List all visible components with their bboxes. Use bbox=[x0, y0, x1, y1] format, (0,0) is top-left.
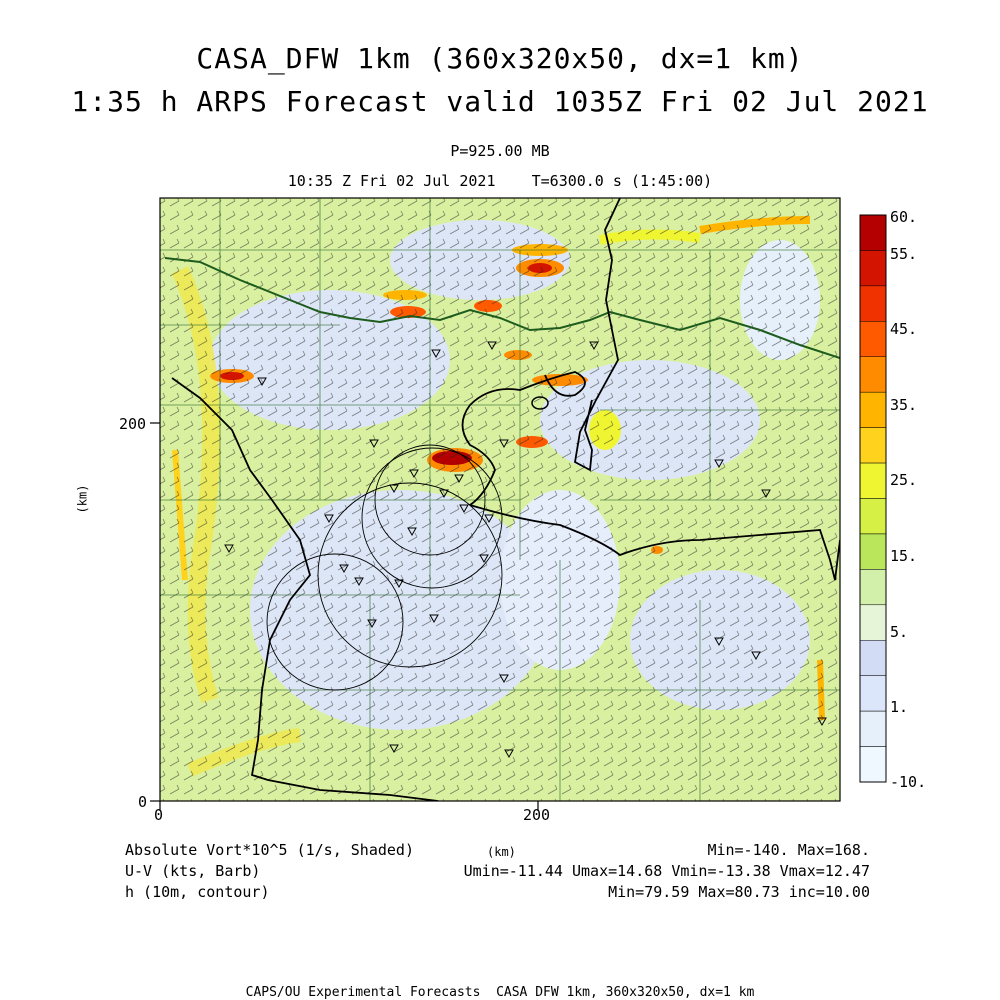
colorbar-swatch bbox=[860, 463, 886, 498]
colorbar-swatch bbox=[860, 534, 886, 569]
vorticity-shading bbox=[160, 198, 840, 801]
legend-field-height: h (10m, contour) bbox=[125, 883, 270, 901]
y-axis-unit: (km) bbox=[75, 484, 90, 514]
colorbar-swatch bbox=[860, 605, 886, 640]
colorbar-swatch bbox=[860, 569, 886, 604]
cb-label-60: 60. bbox=[890, 208, 918, 226]
colorbar-swatch bbox=[860, 392, 886, 427]
colorbar-swatch bbox=[860, 676, 886, 711]
title-line-1: CASA_DFW 1km (360x320x50, dx=1 km) bbox=[196, 42, 804, 75]
colorbar-swatch bbox=[860, 640, 886, 675]
cb-label-25: 25. bbox=[890, 471, 918, 489]
colorbar-swatch bbox=[860, 215, 886, 250]
time-label: 10:35 Z Fri 02 Jul 2021 T=6300.0 s (1:45:00) bbox=[287, 172, 713, 190]
colorbar-swatch bbox=[860, 321, 886, 356]
cb-label-1: 1. bbox=[890, 698, 909, 716]
cb-label-55: 55. bbox=[890, 245, 918, 263]
x-tick-0: 0 bbox=[154, 806, 164, 824]
x-tick-200: 200 bbox=[523, 806, 551, 824]
colorbar-swatch bbox=[860, 428, 886, 463]
legend-stats-wind: Umin=-11.44 Umax=14.68 Vmin=-13.38 Vmax=12.47 bbox=[463, 862, 870, 880]
colorbar-swatch bbox=[860, 357, 886, 392]
cb-label-neg10: -10. bbox=[890, 773, 927, 791]
pressure-label: P=925.00 MB bbox=[450, 142, 550, 160]
x-axis-unit: (km) bbox=[487, 845, 516, 859]
colorbar bbox=[860, 215, 886, 782]
colorbar-swatch bbox=[860, 250, 886, 285]
legend-field-vorticity: Absolute Vort*10^5 (1/s, Shaded) bbox=[125, 841, 414, 859]
legend-stats-height: Min=79.59 Max=80.73 inc=10.00 bbox=[608, 883, 870, 901]
cb-label-5: 5. bbox=[890, 623, 909, 641]
legend-stats-vorticity: Min=-140. Max=168. bbox=[707, 841, 870, 859]
colorbar-swatch bbox=[860, 711, 886, 746]
colorbar-swatch bbox=[860, 747, 886, 782]
cb-label-45: 45. bbox=[890, 320, 918, 338]
cb-label-15: 15. bbox=[890, 547, 918, 565]
colorbar-swatch bbox=[860, 499, 886, 534]
title-line-2: 1:35 h ARPS Forecast valid 1035Z Fri 02 Jul 2021 bbox=[71, 85, 929, 118]
footer-credit: CAPS/OU Experimental Forecasts CASA DFW 1km, 360x320x50, dx=1 km bbox=[245, 985, 755, 1000]
colorbar-swatch bbox=[860, 286, 886, 321]
y-tick-200: 200 bbox=[119, 415, 147, 433]
cb-label-35: 35. bbox=[890, 396, 918, 414]
y-tick-0: 0 bbox=[138, 793, 148, 811]
legend-field-wind: U-V (kts, Barb) bbox=[125, 862, 261, 880]
